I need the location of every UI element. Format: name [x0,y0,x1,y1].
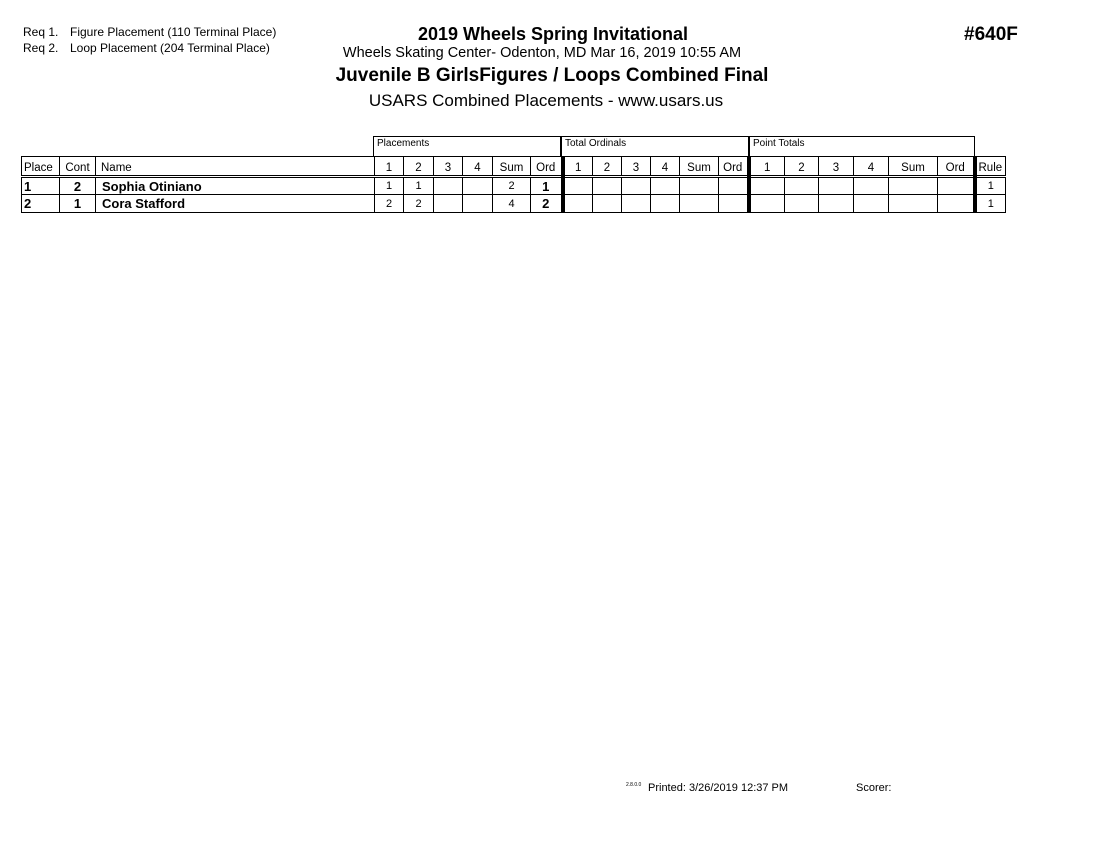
competition-title: 2019 Wheels Spring Invitational [417,24,689,44]
group-point-totals: Point Totals [749,136,975,156]
ordinal-1-cell [563,195,593,213]
group-total-ordinals: Total Ordinals [561,136,749,156]
points-1-cell [749,195,785,213]
place-cell: 1 [22,177,60,195]
table-row [22,195,1006,213]
event-subtitle: USARS Combined Placements - www.usars.us [368,91,724,110]
event-number: #640F [964,24,1018,45]
points-sum-cell [889,195,938,213]
points-4-cell [854,177,889,195]
points-2-cell [785,177,819,195]
software-version: 2.8.0.0 [626,782,642,788]
results-table [21,156,1006,213]
placement-ord-cell: 1 [531,177,563,195]
points-ord-cell [938,177,975,195]
placement-sum-cell: 4 [493,195,531,213]
scorer-label: Scorer: [856,782,892,794]
col-ordinals-3: 3 [622,157,651,177]
ordinal-sum-cell [680,195,719,213]
points-ord-cell [938,195,975,213]
placement-1-cell: 1 [375,177,404,195]
ordinal-1-cell [563,177,593,195]
col-place: Place [22,157,60,177]
col-cont: Cont [60,157,96,177]
col-ordinals-ord: Ord [719,157,749,177]
table-header-row [22,157,1006,177]
ordinal-sum-cell [680,177,719,195]
ordinal-3-cell [622,177,651,195]
place-cell: 2 [22,195,60,213]
col-placements-1: 1 [375,157,404,177]
requirement-label: Loop Placement (204 Terminal Place) [70,41,270,55]
printed-timestamp: Printed: 3/26/2019 12:37 PM [648,782,789,794]
col-placements-4: 4 [463,157,493,177]
points-1-cell [749,177,785,195]
col-placements-2: 2 [404,157,434,177]
points-4-cell [854,195,889,213]
placement-4-cell [463,177,493,195]
requirement-number: Req 2. [23,41,59,55]
col-points-ord: Ord [938,157,975,177]
col-points-3: 3 [819,157,854,177]
col-placements-3: 3 [434,157,463,177]
venue-datetime: Wheels Skating Center- Odenton, MD Mar 16, 2019 10:55 AM [342,45,742,61]
requirement-number: Req 1. [23,25,59,39]
cont-cell: 2 [60,177,96,195]
event-title: Juvenile B GirlsFigures / Loops Combined Final [335,65,769,86]
col-ordinals-2: 2 [593,157,622,177]
col-placements-sum: Sum [493,157,531,177]
points-2-cell [785,195,819,213]
placement-4-cell [463,195,493,213]
ordinal-3-cell [622,195,651,213]
points-3-cell [819,177,854,195]
points-sum-cell [889,177,938,195]
placement-3-cell [434,195,463,213]
col-ordinals-4: 4 [651,157,680,177]
rule-cell: 1 [975,195,1006,213]
placement-3-cell [434,177,463,195]
col-ordinals-1: 1 [563,157,593,177]
col-rule: Rule [975,157,1006,177]
col-placements-ord: Ord [531,157,563,177]
cont-cell: 1 [60,195,96,213]
ordinal-2-cell [593,177,622,195]
requirement-label: Figure Placement (110 Terminal Place) [70,25,277,39]
col-ordinals-sum: Sum [680,157,719,177]
skater-name: Sophia Otiniano [96,177,375,195]
col-points-sum: Sum [889,157,938,177]
group-placements: Placements [373,136,561,156]
col-points-1: 1 [749,157,785,177]
placement-ord-cell: 2 [531,195,563,213]
points-3-cell [819,195,854,213]
table-row [22,177,1006,195]
ordinal-ord-cell [719,195,749,213]
ordinal-ord-cell [719,177,749,195]
placement-2-cell: 2 [404,195,434,213]
ordinal-2-cell [593,195,622,213]
col-points-2: 2 [785,157,819,177]
placement-sum-cell: 2 [493,177,531,195]
placement-2-cell: 1 [404,177,434,195]
rule-cell: 1 [975,177,1006,195]
ordinal-4-cell [651,177,680,195]
skater-name: Cora Stafford [96,195,375,213]
placement-1-cell: 2 [375,195,404,213]
col-points-4: 4 [854,157,889,177]
col-name: Name [96,157,375,177]
ordinal-4-cell [651,195,680,213]
